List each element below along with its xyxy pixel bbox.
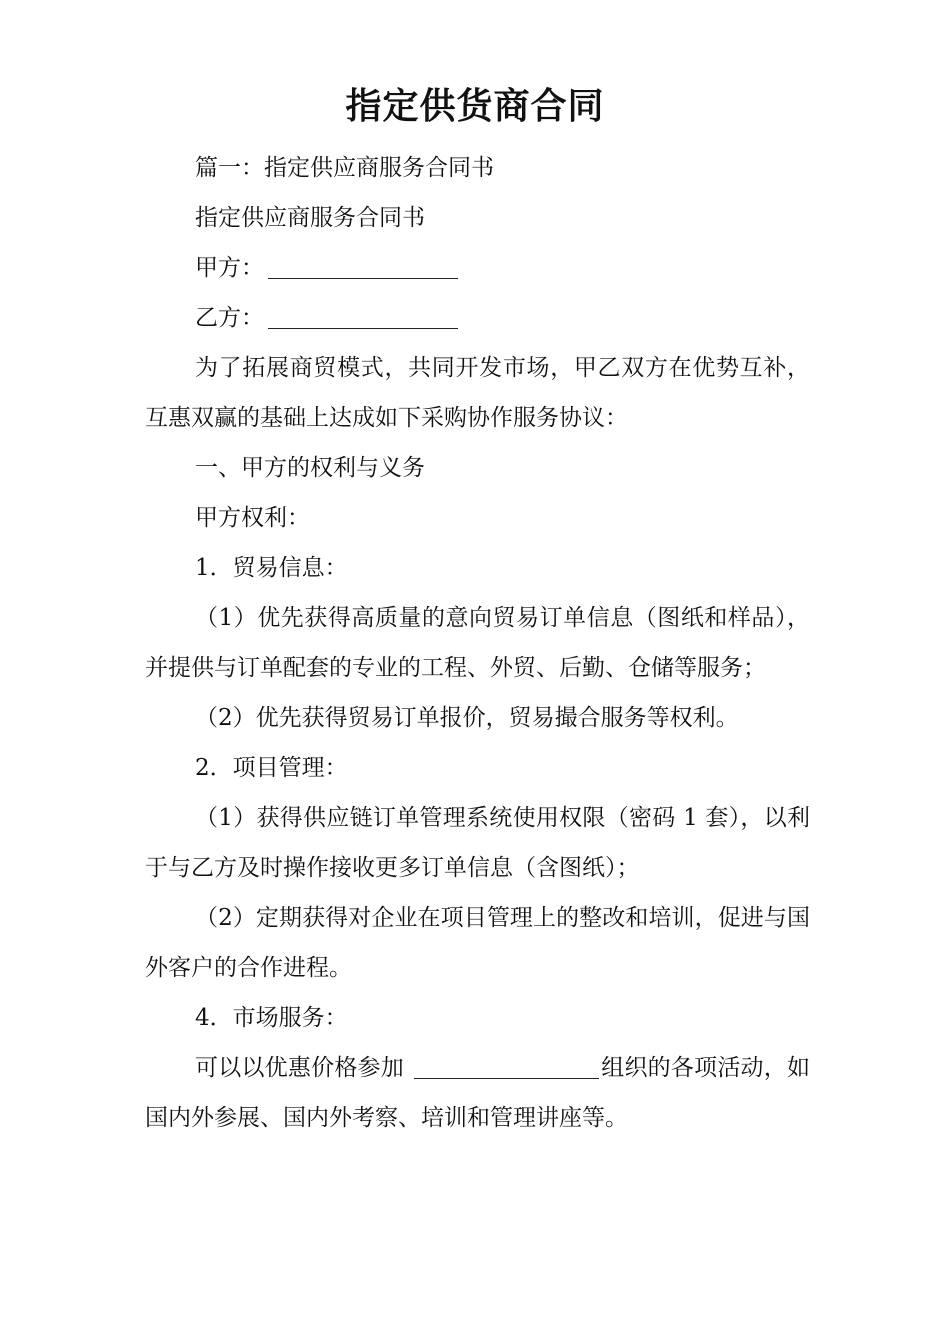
paragraph-party-a-rights: 甲方权利： (195, 505, 310, 531)
paragraph-project-management: 2．项目管理： (195, 755, 348, 781)
party-b-label: 乙方： (195, 305, 264, 331)
party-b-blank-line (268, 303, 458, 329)
paragraph-project-management-2: （2）定期获得对企业在项目管理上的整改和培训，促进与国外客户的合作进程。 (145, 905, 810, 981)
paragraph-contract-name: 指定供应商服务合同书 (195, 205, 425, 231)
paragraph-section-heading: 篇一：指定供应商服务合同书 (195, 155, 494, 181)
market-services-text-after: 组织的各项活动，如国内外参展、国内外考察、培训和管理讲座等。 (145, 1055, 811, 1131)
paragraph-party-a (145, 243, 810, 293)
paragraph-article-one: 一、甲方的权利与义务 (195, 455, 425, 481)
paragraph-trade-info-1: （1）优先获得高质量的意向贸易订单信息（图纸和样品），并提供与订单配套的专业的工程、外贸、后勤、仓储等服务； (145, 605, 810, 681)
paragraph-party-b (145, 293, 810, 343)
document-body (145, 143, 810, 1143)
paragraph-project-management-1: （1）获得供应链订单管理系统使用权限（密码 1 套），以利于与乙方及时操作接收更多订单信息（含图纸）； (145, 805, 810, 881)
paragraph-trade-info-2: （2）优先获得贸易订单报价，贸易撮合服务等权利。 (195, 705, 739, 731)
organizer-blank-line (414, 1053, 599, 1079)
paragraph-market-services: 4．市场服务： (195, 1005, 348, 1031)
party-a-label: 甲方： (195, 255, 264, 281)
document-title: 指定供货商合同 (345, 86, 605, 127)
paragraph-market-services-1 (145, 1043, 810, 1143)
market-services-text-before: 可以以优惠价格参加 (195, 1055, 404, 1081)
party-a-blank-line (268, 253, 458, 279)
paragraph-trade-info: 1．贸易信息： (195, 555, 348, 581)
paragraph-preamble: 为了拓展商贸模式，共同开发市场，甲乙双方在优势互补，互惠双赢的基础上达成如下采购协作服务协议： (145, 355, 810, 431)
